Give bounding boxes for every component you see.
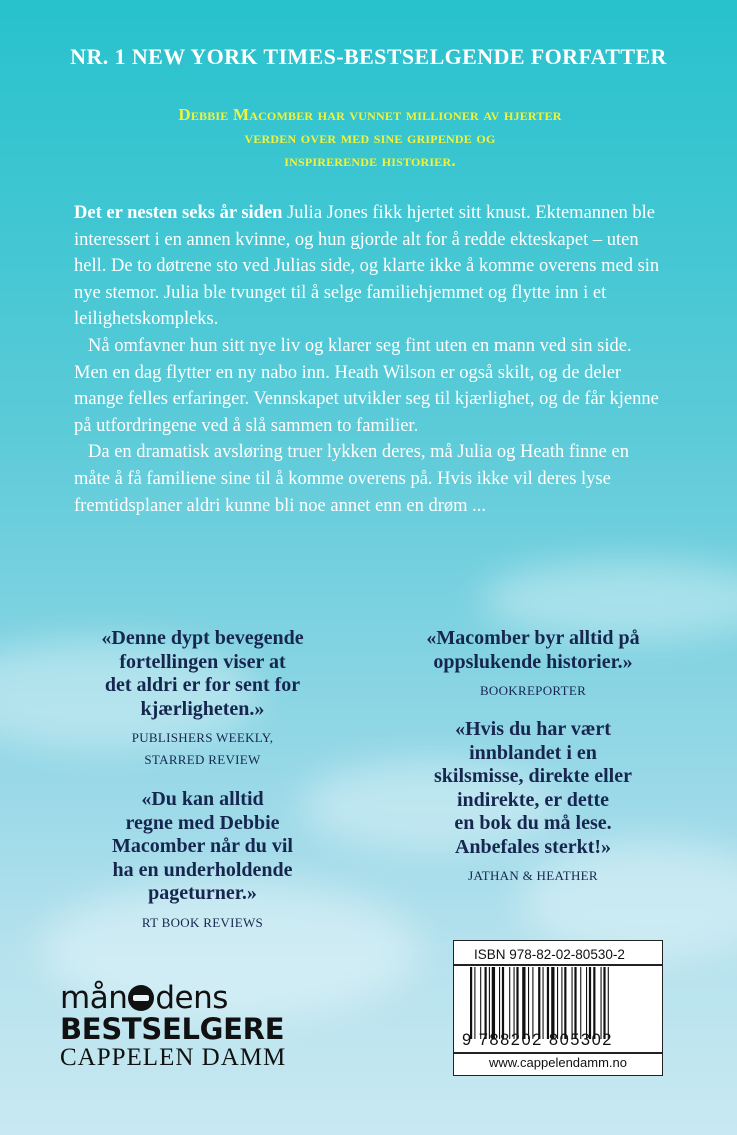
barcode-bar [551,967,554,1039]
barcode-bar [480,967,481,1039]
barcode-bar [509,967,510,1039]
blurb-paragraph: Da en dramatisk avsløring truer lykken deres, må Julia og Heath finne en måte å få familiene sine til å komme overens på. Hvis ikke vil deres lyse fremtidsplaner aldri kunne bli noe annet enn en drøm ... [74,442,629,516]
quote-source-line: PUBLISHERS WEEKLY, [131,730,274,745]
book-blurb [74,200,664,519]
quote-line: «Macomber byr alltid på [426,627,640,649]
quote-line: regne med Debbie [125,811,280,834]
barcode-bar [528,967,529,1039]
barcode-bar [564,967,566,1039]
barcode-bar [470,967,472,1039]
quote-line: «Denne dypt bevegende [101,627,304,649]
book-icon [128,985,154,1011]
tagline-line: verden over med sine gripende og [244,128,496,147]
quote-text [388,718,678,859]
barcode-bar [492,967,495,1039]
bestseller-banner: NR. 1 NEW YORK TIMES-BESTSELGENDE FORFATTER [70,44,667,69]
barcode-bar [561,967,562,1039]
barcode-bar [543,967,544,1039]
quote-line: en bok du må lese. [454,812,612,834]
isbn-label: ISBN 978-82-02-80530-2 [474,947,625,962]
barcode-bar [601,967,602,1039]
barcode-bar [485,967,487,1039]
quote-source-line: BOOKREPORTER [479,683,587,698]
quote-source [388,865,678,887]
quote-line: kjærligheten.» [140,697,265,720]
barcode-bar [474,967,475,1039]
barcode-bar [574,967,576,1039]
blurb-text: Julia Jones fikk hjertet sitt knust. Ektemannen ble interessert i en annen kvinne, og hun gjorde alt for å redde ekteskapet – uten hell. De to døtrene sto ved Julias side, og klarte ikke å komme overens med sin nye stemor. Julia ble tvunget til å selge familiehjemmet og flytte inn i et leilighetskompleks. [74,203,660,330]
blurb-paragraph [74,200,664,333]
blurb-paragraph: Nå omfavner hun sitt nye liv og klarer seg fint uten en mann ved sin side. Men en dag flytter en ny nabo inn. Heath Wilson er også skilt, og de deler mange felles erfaringer. Vennskapet utvikler seg til kjærlighet, og de får kjenne på utfordringene ved å slå sammen to familier. [74,335,659,436]
barcode-bar [593,967,595,1039]
quote-text [60,788,345,906]
barcode-bar [608,967,609,1039]
barcode-bar [603,967,605,1039]
barcode-number: 9 788202 805302 [462,1031,613,1049]
barcode-bar [522,967,525,1039]
quote-source-line: RT BOOK REVIEWS [141,914,264,930]
logo-text: mån [60,980,128,1016]
barcode-bar [538,967,540,1039]
barcode-bar [516,967,518,1039]
logo-text: dens [155,980,228,1016]
barcode-bar [557,967,558,1039]
quote-line: «Du kan alltid [141,788,264,810]
barcode-bar [489,967,490,1039]
quote-source [60,727,345,771]
quote-line: Anbefales sterkt!» [454,835,612,858]
quote-line: indirekte, er dette [456,788,609,811]
logo-publisher: CAPPELEN DAMM [60,1044,287,1071]
quote-source [388,680,678,702]
logo-bestselgere: BESTSELGERE [60,1012,285,1046]
barcode-bar [502,967,504,1039]
review-quote [60,788,345,934]
quote-text [60,627,345,721]
quote-line: innblandet i en [469,741,597,764]
barcode-icon [470,967,646,1039]
barcode-bar [589,967,591,1039]
quote-line: oppslukende historier.» [433,650,633,673]
quote-line: Macomber når du vil [112,835,293,857]
review-quote [388,718,678,887]
tagline [80,103,660,172]
barcode-bar [586,967,587,1039]
quote-line: ha en underholdende [112,858,293,881]
logo-wordmark [60,982,290,1014]
divider [454,964,662,966]
tagline-line: Debbie Macomber har vunnet millioner av hjerter [178,105,562,124]
tagline-line: inspirerende historier. [284,151,456,170]
quote-line: pageturner.» [148,882,257,904]
quote-source-line: JATHAN & HEATHER [468,868,598,883]
quote-line: «Hvis du har vært [455,718,611,740]
review-quote [60,627,345,771]
barcode-bar [499,967,500,1039]
barcode-bar [547,967,549,1039]
quote-line: det aldri er for sent for [104,674,301,696]
quote-line: skilsmisse, direkte eller [434,765,632,787]
barcode-bar [572,967,573,1039]
divider [454,1052,662,1054]
barcode-box [453,940,663,1076]
blurb-lead: Det er nesten seks år siden [74,203,283,223]
barcode-bar [580,967,581,1039]
publisher-url: www.cappelendamm.no [488,1055,628,1070]
review-quote [388,627,678,702]
barcode-bar [514,967,515,1039]
publisher-logo [60,982,290,1072]
quote-source-line: STARRED REVIEW [144,752,261,767]
barcode-bar [532,967,533,1039]
quote-line: fortellingen viser at [119,650,286,673]
quote-source [60,912,345,934]
quote-text [388,627,678,674]
